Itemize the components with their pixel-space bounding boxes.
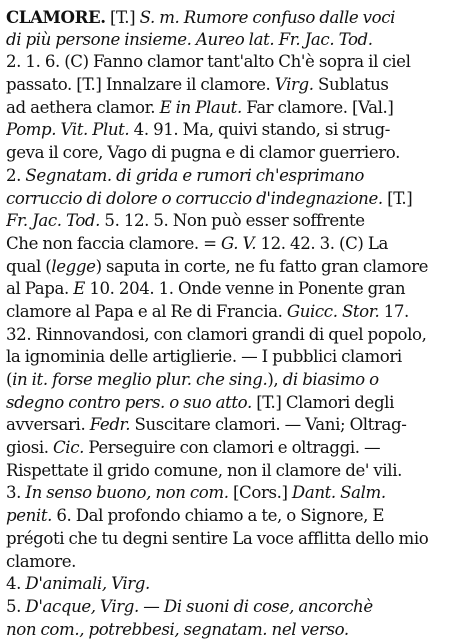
text-run: 4. <box>6 574 26 594</box>
text-run: prégoti che tu degni sentire La voce afflitta dello mio <box>6 528 429 548</box>
italic-text: non com., potrebbesi, segnatam. nel verso. <box>6 619 349 639</box>
text-run: clamore. <box>6 551 77 571</box>
text-run: 2. <box>6 165 26 185</box>
text-run: 5. 12. 5. Non può esser soffrente <box>100 211 365 231</box>
text-run: 4. 91. Ma, quivi stando, si strug- <box>129 120 390 140</box>
text-run: Perseguire con clamori e oltraggi. — <box>83 438 381 458</box>
text-run: ) saputa in corte, ne fu fatto gran clamore <box>95 256 429 276</box>
entry-line <box>6 324 469 347</box>
entry-line <box>6 97 469 120</box>
entry-line <box>6 596 469 619</box>
italic-text: E <box>73 279 85 299</box>
entry-line <box>6 437 469 460</box>
entry-line <box>6 346 469 369</box>
text-run: ad aethera clamor. <box>6 97 160 117</box>
italic-text: Segnatam. di grida e rumori ch'esprimano <box>25 165 365 185</box>
italic-text: sdegno contro pers. o suo atto. <box>6 392 252 412</box>
entry-line <box>6 573 469 596</box>
text-run: 12. 42. 3. (C) La <box>256 233 388 253</box>
text-run: qual ( <box>6 256 52 276</box>
text-run: avversari. <box>6 415 90 435</box>
italic-text: S. m. Rumore confuso dalle voci <box>139 8 396 27</box>
entry-line <box>6 482 469 505</box>
entry-line <box>6 528 469 551</box>
text-run: Che non faccia clamore. = <box>6 233 222 253</box>
entry-text-block <box>6 6 469 641</box>
text-run: 5. <box>6 596 26 616</box>
entry-line <box>6 233 469 256</box>
italic-text: legge <box>51 256 96 276</box>
text-run: [T.] <box>382 188 413 208</box>
entry-line <box>6 74 469 97</box>
text-run: [Cors.] <box>228 483 292 503</box>
entry-line <box>6 142 469 165</box>
italic-text: penit. <box>6 506 52 526</box>
entry-line <box>6 29 469 52</box>
text-run: [T.] <box>105 8 140 27</box>
entry-line <box>6 210 469 233</box>
italic-text: Fedr. <box>89 415 131 435</box>
text-run: 6. Dal profondo chiamo a te, o Signore, E <box>51 506 385 526</box>
entry-line <box>6 256 469 279</box>
text-run: giosi. <box>6 438 53 458</box>
italic-text: In senso buono, non com. <box>25 483 229 503</box>
italic-text: Guicc. Stor. <box>286 301 380 321</box>
italic-text: corruccio di dolore o corruccio d'indegnazione. <box>6 188 383 208</box>
italic-text: D'acque, Virg. — Di suoni di cose, ancorchè <box>25 596 373 616</box>
entry-line <box>6 460 469 483</box>
headword: CLAMORE. <box>6 7 106 27</box>
italic-text: Pomp. Vit. Plut. <box>6 120 130 140</box>
italic-text: in it. forse meglio plur. che sing. <box>12 370 268 389</box>
entry-line <box>6 165 469 188</box>
italic-text: Cic. <box>53 438 84 458</box>
text-run: 3. <box>6 483 26 503</box>
italic-text: Dant. Salm. <box>291 483 386 503</box>
text-run: passato. [T.] Innalzare il clamore. <box>6 75 275 95</box>
italic-text: D'animali, Virg. <box>25 574 150 594</box>
text-run: Far clamore. [Val.] <box>241 97 394 117</box>
text-run: la ignominia delle artiglierie. — I pubblici clamori <box>6 347 402 367</box>
entry-line <box>6 188 469 211</box>
text-run: Rispettate il grido comune, non il clamore de' vili. <box>6 460 402 480</box>
text-run: ), <box>267 370 283 389</box>
text-run: 10. 204. 1. Onde venne in Ponente gran <box>84 279 406 299</box>
italic-text: di più persone insieme. Aureo lat. Fr. Jac. Tod. <box>6 29 373 49</box>
italic-text: Virg. <box>274 75 314 95</box>
italic-text: E in Plaut. <box>159 97 242 117</box>
text-run: geva il core, Vago di pugna e di clamor guerriero. <box>6 143 400 163</box>
entry-line <box>6 392 469 415</box>
entry-line <box>6 51 469 74</box>
text-run: clamore al Papa e al Re di Francia. <box>6 301 287 321</box>
entry-line <box>6 505 469 528</box>
text-run: [T.] Clamori degli <box>251 392 394 412</box>
text-run: Suscitare clamori. — Vani; Oltrag- <box>130 415 407 435</box>
entry-line <box>6 278 469 301</box>
entry-line <box>6 619 469 641</box>
text-run: 32. Rinnovandosi, con clamori grandi di quel popolo, <box>6 324 427 344</box>
entry-line <box>6 414 469 437</box>
text-run: al Papa. <box>6 279 74 299</box>
entry-line <box>6 6 469 29</box>
italic-text: G. V. <box>221 233 257 253</box>
text-run: Sublatus <box>313 75 389 95</box>
italic-text: di biasimo o <box>282 370 379 389</box>
text-run: ( <box>6 370 13 389</box>
text-run: 2. 1. 6. (C) Fanno clamor tant'alto Ch'è sopra il ciel <box>6 52 411 72</box>
entry-line <box>6 551 469 574</box>
entry-line <box>6 369 469 392</box>
text-run: 17. <box>379 301 409 321</box>
entry-line <box>6 301 469 324</box>
italic-text: Fr. Jac. Tod. <box>6 211 101 231</box>
entry-line <box>6 119 469 142</box>
